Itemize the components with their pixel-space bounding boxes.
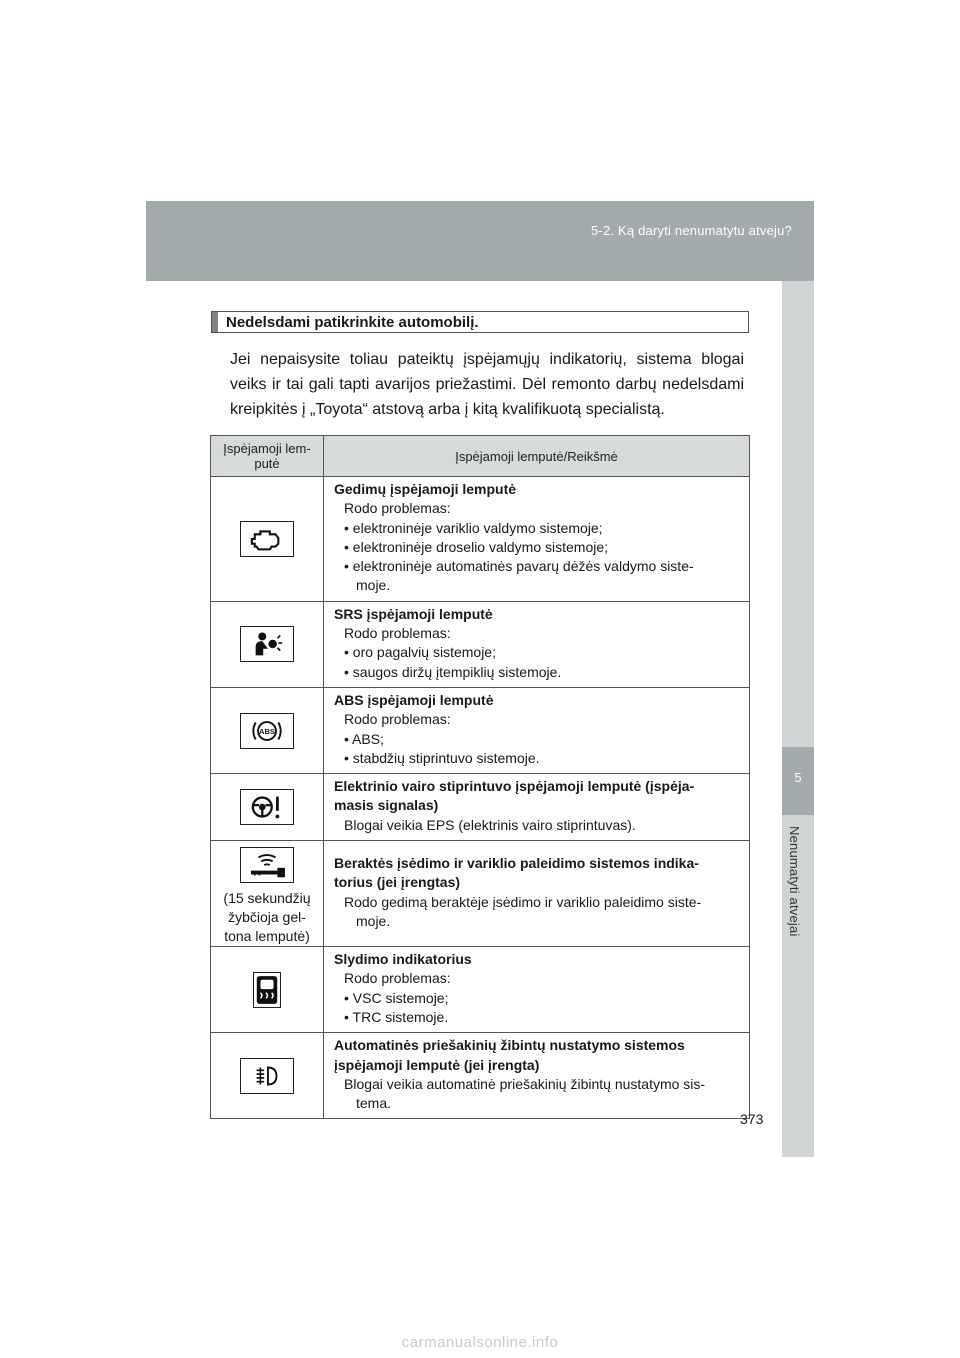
row-title: Gedimų įspėjamoji lemputė xyxy=(334,481,517,497)
row-lead: Blogai veikia EPS (elektrinis vairo stiprintuvas). xyxy=(344,816,636,833)
row-lead-cont: tema. xyxy=(356,1095,392,1112)
chapter-label: Nenumatyti atvejai xyxy=(787,826,802,937)
list-item: • stabdžių stiprintuvo sistemoje. xyxy=(344,749,540,766)
table-row xyxy=(211,601,750,687)
list-item: • saugos diržų įtempiklių sistemoje. xyxy=(344,663,562,680)
eps-steering-icon xyxy=(240,789,294,825)
row-lead: Rodo problemas: xyxy=(344,970,451,987)
row-title-cont: torius (jei įrengtas) xyxy=(334,874,461,891)
smart-key-icon xyxy=(240,847,294,883)
side-strip xyxy=(782,281,814,1157)
section-heading xyxy=(211,311,749,333)
table-row xyxy=(211,1033,750,1119)
list-item: • ABS; xyxy=(344,730,384,747)
blink-note-line3: tona lemputė) xyxy=(224,928,310,945)
row-title: Beraktės įsėdimo ir variklio paleidimo sistemos indika- xyxy=(334,854,699,871)
list-item: • elektroninėje droselio valdymo sistemoje; xyxy=(344,538,609,555)
blink-note-line1: (15 sekundžių xyxy=(223,890,311,907)
chapter-number: 5 xyxy=(794,770,802,785)
table-row xyxy=(211,687,750,773)
list-item: • elektroninėje automatinės pavarų dėžės valdymo siste- xyxy=(344,558,694,575)
row-lead-cont: moje. xyxy=(356,912,391,929)
list-item: • TRC sistemoje. xyxy=(344,1008,449,1025)
abs-icon-label: ABS xyxy=(259,726,275,736)
warning-table xyxy=(210,435,750,1119)
row-lead: Rodo problemas: xyxy=(344,711,451,728)
table-header-row xyxy=(211,436,750,477)
list-item: • elektroninėje variklio valdymo sistemoje; xyxy=(344,519,603,536)
list-item: • VSC sistemoje; xyxy=(344,989,449,1006)
check-engine-icon xyxy=(240,521,294,557)
col1-header-line1: Įspėjamoji lem- xyxy=(223,441,311,456)
header-band xyxy=(146,201,814,281)
headlight-leveling-icon xyxy=(240,1058,294,1094)
table-row xyxy=(211,841,750,947)
row-title: SRS įspėjamoji lemputė xyxy=(334,605,493,622)
list-item-cont: moje. xyxy=(356,577,391,594)
row-title: Automatinės priešakinių žibintų nustatymo sistemos xyxy=(334,1037,685,1054)
section-breadcrumb: 5-2. Ką daryti nenumatytu atveju? xyxy=(591,223,792,238)
section-title: Nedelsdami patikrinkite automobilį. xyxy=(226,314,479,331)
row-lead: Rodo gedimą beraktėje įsėdimo ir variklio paleidimo siste- xyxy=(344,893,702,910)
col1-header xyxy=(211,436,324,477)
row-title: Slydimo indikatorius xyxy=(334,951,472,968)
srs-airbag-icon xyxy=(240,626,294,662)
abs-icon xyxy=(240,713,294,749)
row-lead: Blogai veikia automatinė priešakinių žibintų nustatymo sis- xyxy=(344,1075,706,1092)
table-row xyxy=(211,477,750,602)
blink-note-line2: žybčioja gel- xyxy=(228,909,306,926)
row-title-cont: masis signalas) xyxy=(334,797,439,814)
heading-bar xyxy=(212,312,218,332)
row-title: ABS įspėjamoji lemputė xyxy=(334,691,494,708)
row-lead: Rodo problemas: xyxy=(344,500,451,517)
slip-indicator-icon xyxy=(253,972,281,1008)
col2-header: Įspėjamoji lemputė/Reikšmė xyxy=(324,436,750,477)
row-lead: Rodo problemas: xyxy=(344,625,451,642)
page-number: 373 xyxy=(740,1111,764,1127)
row-title-cont: įspėjamoji lemputė (jei įrengta) xyxy=(334,1056,540,1073)
table-row xyxy=(211,774,750,841)
table-row xyxy=(211,947,750,1033)
col1-header-line2: putė xyxy=(254,456,280,471)
row-title: Elektrinio vairo stiprintuvo įspėjamoji lemputė (įspėja- xyxy=(334,778,695,795)
intro-paragraph: Jei nepaisysite toliau pateiktų įspėjamųjų indikatorių, sistema blogai veiks ir tai gali tapti avarijos priežastimi. Dėl remonto darbų nedelsdami kreipkitės į „Toyota“ atstovą arba į kitą kvalifikuotą specialistą. xyxy=(230,351,744,418)
list-item: • oro pagalvių sistemoje; xyxy=(344,644,496,661)
watermark: carmanualsonline.info xyxy=(401,1334,559,1351)
